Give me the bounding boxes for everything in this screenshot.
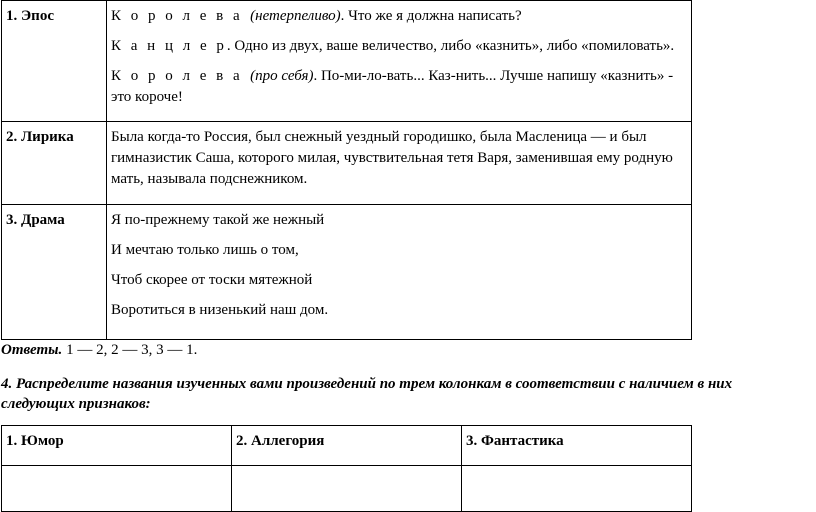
epos-excerpt [107,1,692,122]
answers-line [1,340,197,360]
stage-remark: (нетерпеливо) [250,8,341,24]
features-table [1,425,692,512]
table-row [2,205,692,340]
dialogue-text: . По-ми-ло-вать... Каз-нить... Лучше напишу «казнить» - это короче! [111,68,674,105]
empty-cell[interactable] [462,466,692,512]
speaker-name: К о р о л е в а [111,68,243,84]
task-4-heading: 4. Распределите названия изученных вами произведений по трем колонкам в соответствии с наличием в них следующих признаков: [1,376,733,412]
table-row [2,122,692,205]
lyrics-excerpt: Была когда-то Россия, был снежный уездный городишко, была Масленица — и был гимназистик Саша, которого милая, чувствительная тетя Варя, заменившая ему родную мать, называла подснежником. [107,122,692,205]
dialogue-text: . Что же я должна написать? [340,8,522,24]
table-row [2,1,692,122]
column-header-fantasy: 3. Фантастика [462,426,692,466]
stage-remark: (про себя) [250,68,314,84]
table-row [2,466,692,512]
column-header-allegory: 2. Аллегория [232,426,462,466]
empty-cell[interactable] [232,466,462,512]
row-label-epos: 1. Эпос [2,1,107,122]
row-label-lyrics: 2. Лирика [2,122,107,205]
verse-line: Чтоб скорее от тоски мятежной [111,272,313,288]
dialogue-text: . Одно из двух, ваше величество, либо «казнить», либо «помиловать». [226,38,675,54]
row-label-drama: 3. Драма [2,205,107,340]
verse-line: И мечтаю только лишь о том, [111,242,299,258]
dialogue-line [111,66,691,108]
verse-line: Воротиться в низенький наш дом. [111,302,329,318]
speaker-name: К а н ц л е р [111,38,227,54]
dialogue-line [111,36,691,57]
dialogue-line [111,6,691,27]
answers-text: 1 — 2, 2 — 3, 3 — 1. [62,342,198,358]
answers-label: Ответы. [1,342,63,358]
column-header-humor: 1. Юмор [2,426,232,466]
genre-examples-table [1,0,692,340]
table-header-row [2,426,692,466]
verse-line: Я по-прежнему такой же нежный [111,212,325,228]
empty-cell[interactable] [2,466,232,512]
drama-excerpt [107,205,692,340]
speaker-name: К о р о л е в а [111,8,243,24]
